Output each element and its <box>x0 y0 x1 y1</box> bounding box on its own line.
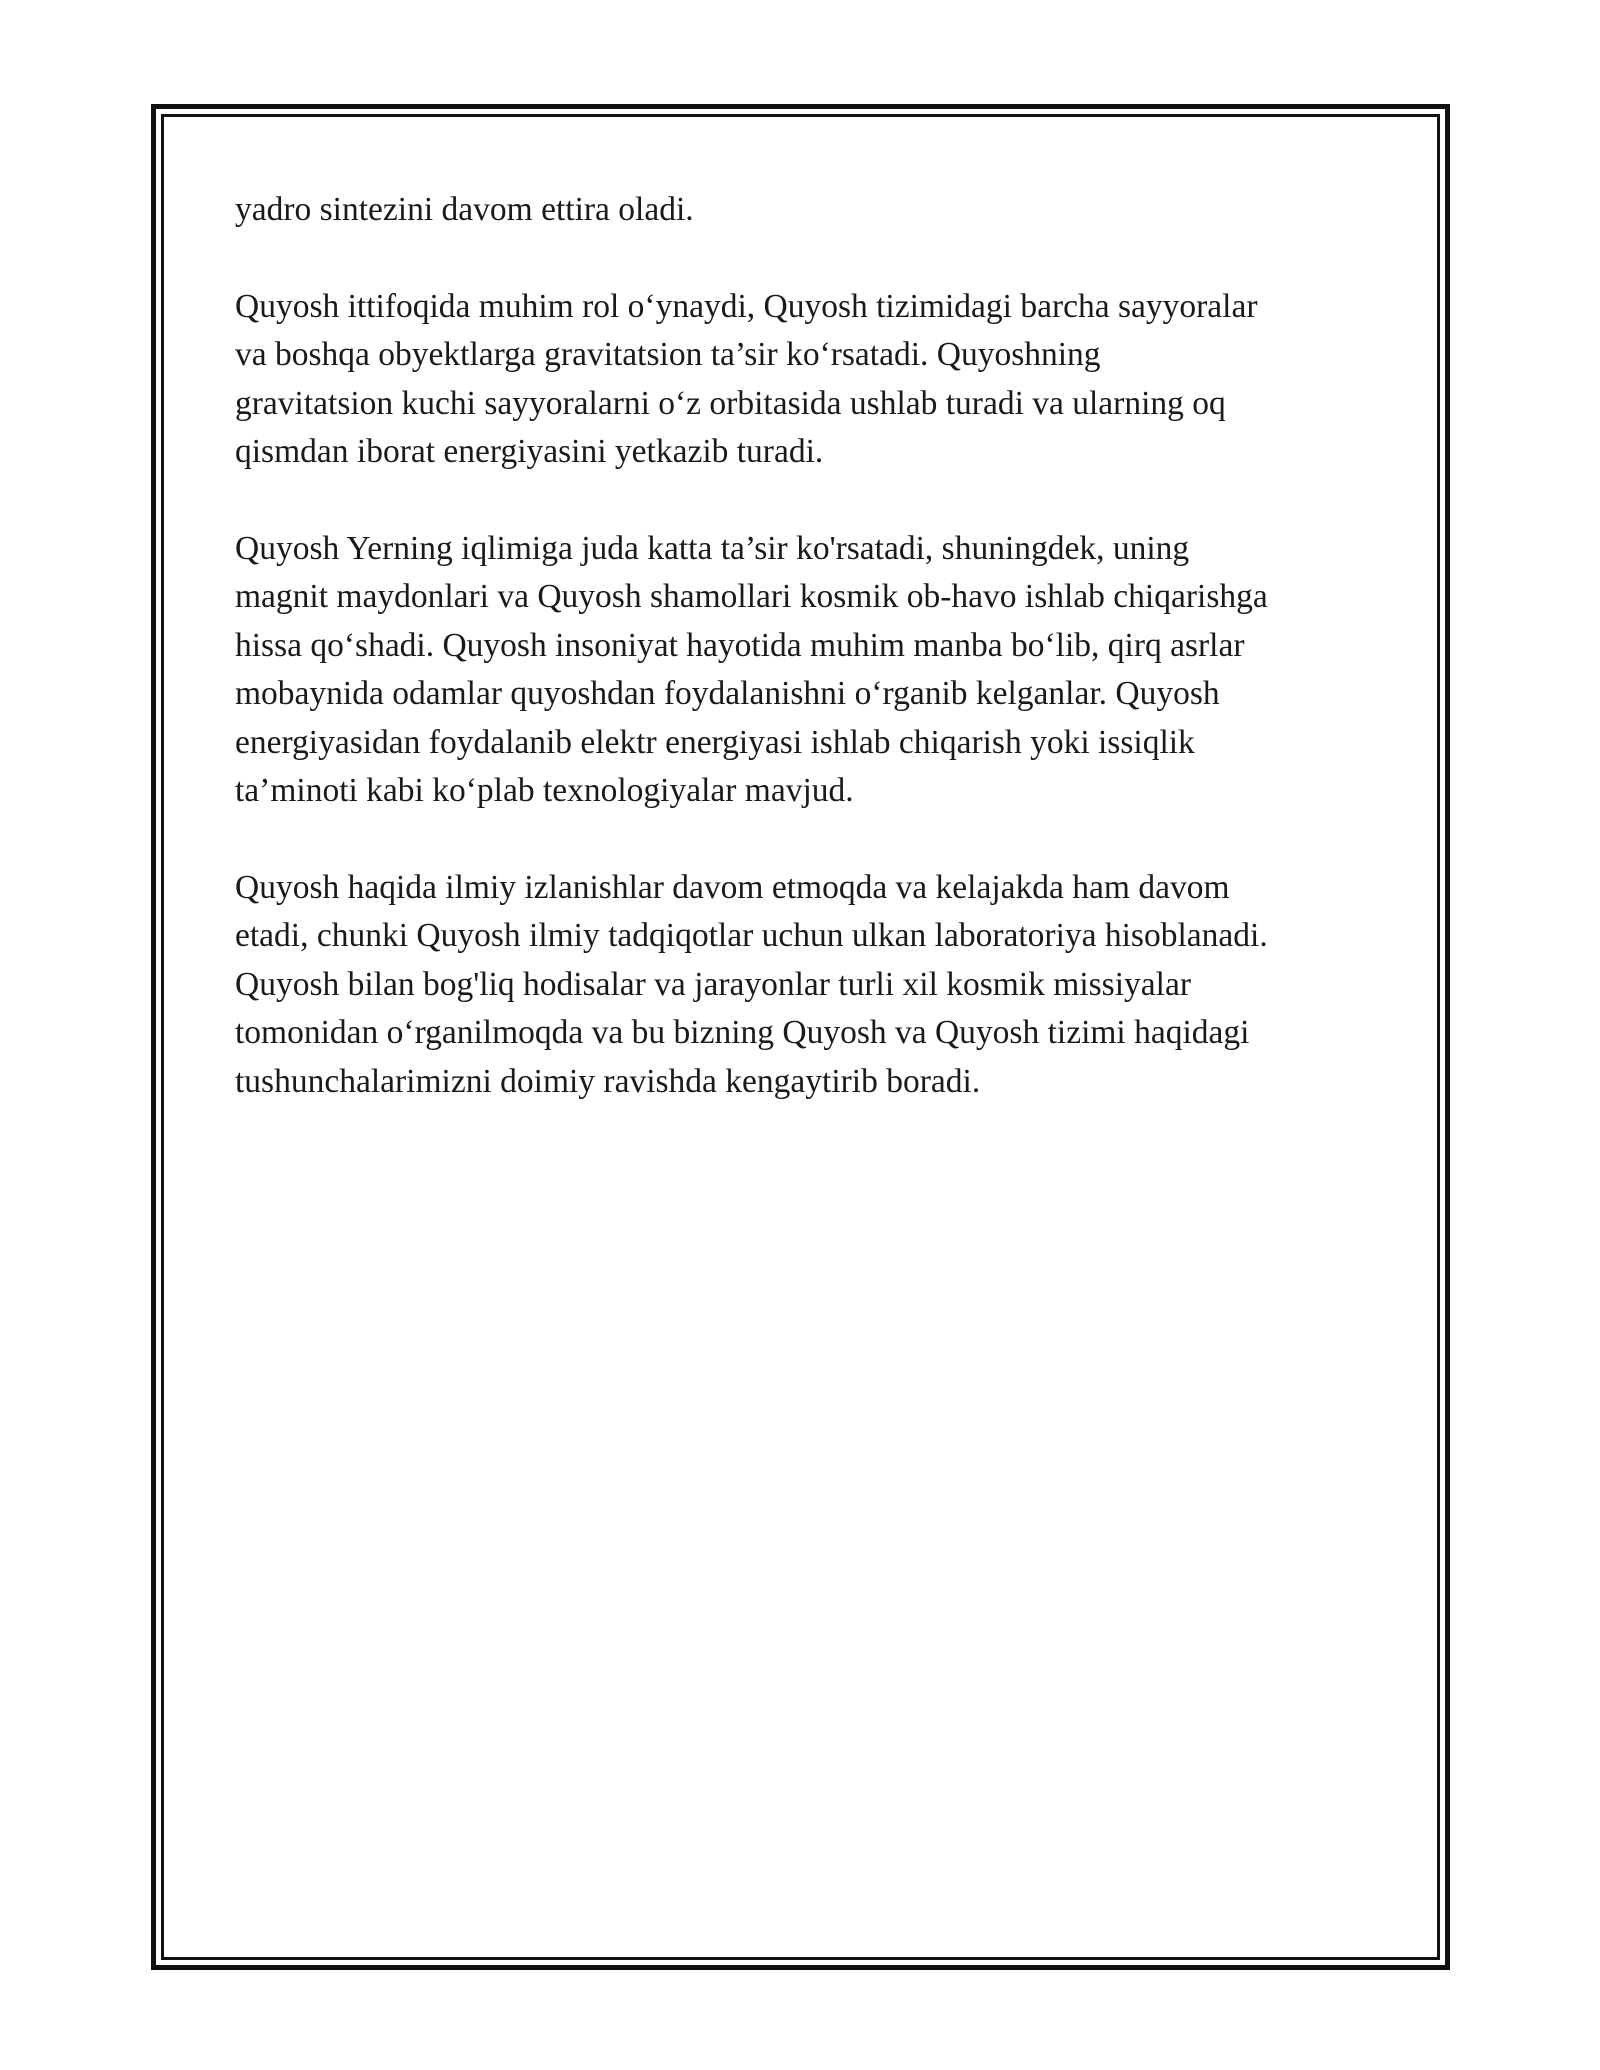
paragraph-4: Quyosh haqida ilmiy izlanishlar davom etmoqda va kelajakda ham davom etadi, chunki Quyosh ilmiy tadqiqotlar uchun ulkan laboratoriya hisoblanadi. Quyosh bilan bog'liq hodisalar va jarayonlar turli xil kosmik missiyalar tomonidan o‘rganilmoqda va bu bizning Quyosh va Quyosh tizimi haqidagi tushunchalarimizni doimiy ravishda kengaytirib boradi. <box>235 868 1268 1100</box>
paragraph-2: Quyosh ittifoqida muhim rol o‘ynaydi, Quyosh tizimidagi barcha sayyoralar va boshqa obyektlarga gravitatsion ta’sir ko‘rsatadi. Quyoshning gravitatsion kuchi sayyoralarni o‘z orbitasida ushlab turadi va ularning oq qismdan iborat energiyasini yetkazib turadi. <box>235 287 1258 470</box>
paragraph-1: yadro sintezini davom ettira oladi. <box>235 191 694 228</box>
paragraph-3: Quyosh Yerning iqlimiga juda katta ta’sir ko'rsatadi, shuningdek, uning magnit maydonlari va Quyosh shamollari kosmik ob-havo ishlab chiqarishga hissa qo‘shadi. Quyosh insoniyat hayotida muhim manba bo‘lib, qirq asrlar mobaynida odamlar quyoshdan foydalanishni o‘rganib kelganlar. Quyosh energiyasidan foydalanib elektr energiyasi ishlab chiqarish yoki issiqlik ta’minoti kabi ko‘plab texnologiyalar mavjud. <box>235 529 1268 809</box>
document-body <box>235 186 1385 1154</box>
